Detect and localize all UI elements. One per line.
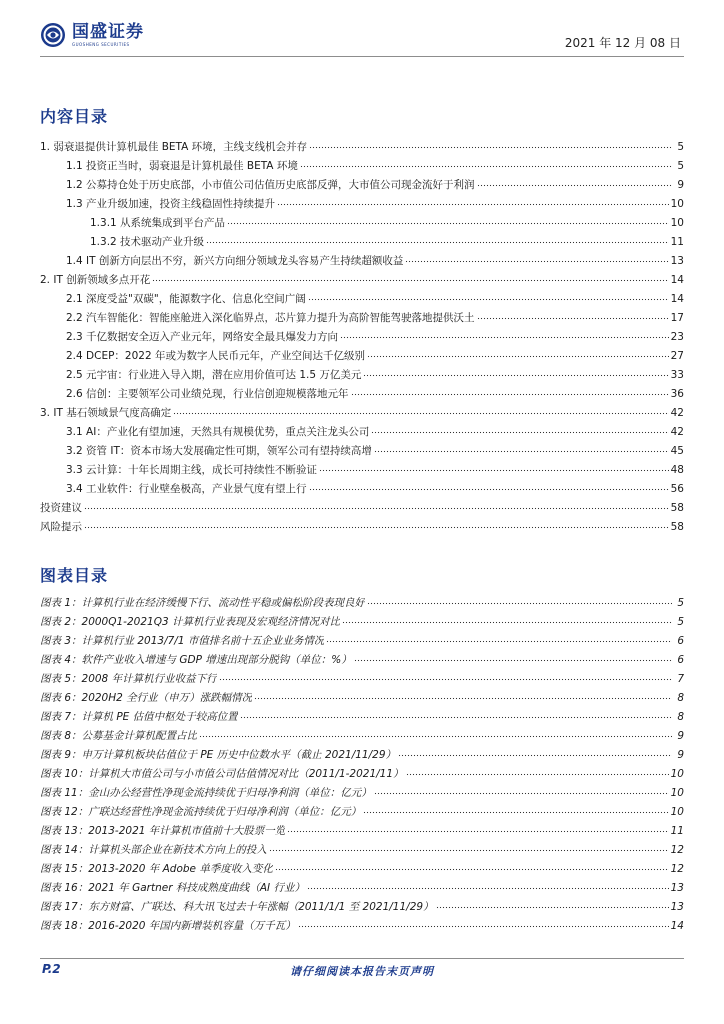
entry-label: 1. 弱衰退提供计算机最佳 BETA 环境，主线支线机会并存 (40, 141, 308, 153)
dot-leader (307, 885, 669, 891)
entry-label: 图表 8：公募基金计算机配置占比 (40, 730, 198, 742)
figure-entry[interactable] (40, 783, 684, 802)
dot-leader (308, 296, 669, 302)
figure-entry[interactable] (40, 916, 684, 935)
figures-list (40, 593, 684, 935)
toc-entry[interactable] (40, 194, 684, 213)
dot-leader (363, 372, 668, 378)
toc-entry[interactable] (40, 479, 684, 498)
entry-page-number: 7 (677, 672, 684, 685)
entry-label: 2.2 汽车智能化：智能座舱进入深化临界点，芯片算力提升为高阶智能驾驶落地提供沃土 (66, 312, 475, 324)
dot-leader (326, 638, 672, 644)
entry-label: 图表 1：计算机行业在经济缓慢下行、流动性平稳或偏松阶段表现良好 (40, 597, 366, 609)
entry-label: 图表 11：金山办公经营性净现金流持续优于归母净利润（单位：亿元） (40, 787, 372, 799)
figure-entry[interactable] (40, 745, 684, 764)
figure-entry[interactable] (40, 612, 684, 631)
entry-page-number: 10 (670, 805, 684, 818)
entry-page-number: 36 (670, 387, 684, 400)
dot-leader (269, 847, 669, 853)
dot-leader (309, 486, 669, 492)
entry-label: 图表 14：计算机头部企业在新技术方向上的投入 (40, 844, 267, 856)
figure-entry[interactable] (40, 897, 684, 916)
figure-entry[interactable] (40, 631, 684, 650)
dot-leader (374, 448, 669, 454)
dot-leader (227, 220, 669, 226)
logo-english-name: GUOSHENG SECURITIES (72, 41, 130, 47)
entry-page-number: 5 (677, 596, 684, 609)
figure-entry[interactable] (40, 802, 684, 821)
entry-label: 1.3 产业升级加速，投资主线稳固性持续提升 (66, 198, 276, 210)
entry-label: 1.3.1 从系统集成到平台产品 (90, 217, 226, 229)
entry-page-number: 45 (670, 444, 684, 457)
entry-page-number: 8 (677, 691, 684, 704)
dot-leader (477, 182, 672, 188)
entry-label: 图表 2：2000Q1-2021Q3 计算机行业表现及宏观经济情况对比 (40, 616, 340, 628)
entry-page-number: 12 (670, 843, 684, 856)
entry-page-number: 9 (677, 178, 684, 191)
figure-entry[interactable] (40, 821, 684, 840)
figure-entry[interactable] (40, 593, 684, 612)
entry-page-number: 58 (670, 520, 684, 533)
entry-label: 图表 16：2021 年 Gartner 科技成熟度曲线（AI 行业） (40, 882, 305, 894)
entry-page-number: 5 (677, 140, 684, 153)
entry-page-number: 11 (670, 824, 684, 837)
dot-leader (371, 429, 668, 435)
entry-page-number: 48 (670, 463, 684, 476)
entry-label: 2.6 信创：主要领军公司业绩兑现，行业信创迎规模落地元年 (66, 388, 349, 400)
entry-page-number: 9 (677, 729, 684, 742)
toc-entry[interactable] (40, 365, 684, 384)
entry-label: 2. IT 创新领域多点开花 (40, 274, 151, 286)
dot-leader (298, 923, 669, 929)
dot-leader (351, 391, 669, 397)
figure-entry[interactable] (40, 859, 684, 878)
dot-leader (354, 657, 672, 663)
toc-entry[interactable] (40, 251, 684, 270)
entry-page-number: 10 (670, 767, 684, 780)
dot-leader (342, 619, 672, 625)
figure-entry[interactable] (40, 840, 684, 859)
dot-leader (275, 866, 669, 872)
entry-label: 3.1 AI：产业化有望加速，天然具有规模优势，重点关注龙头公司 (66, 426, 370, 438)
entry-label: 投资建议 (40, 502, 82, 514)
entry-page-number: 8 (677, 710, 684, 723)
entry-label: 图表 10：计算机大市值公司与小市值公司估值情况对比（2011/1-2021/11） (40, 768, 404, 780)
toc-entry[interactable] (40, 232, 684, 251)
toc-entry[interactable] (40, 441, 684, 460)
dot-leader (219, 676, 672, 682)
entry-label: 1.2 公募持仓处于历史底部，小市值公司估值历史底部反弹，大市值公司现金流好于利润 (66, 179, 475, 191)
entry-page-number: 11 (670, 235, 684, 248)
dot-leader (254, 695, 672, 701)
entry-label: 3.3 云计算：十年长周期主线，成长可持续性不断验证 (66, 464, 318, 476)
dot-leader (477, 315, 669, 321)
dot-leader (309, 144, 672, 150)
entry-page-number: 42 (670, 425, 684, 438)
figure-entry[interactable] (40, 878, 684, 897)
entry-page-number: 13 (670, 881, 684, 894)
entry-page-number: 14 (670, 919, 684, 932)
entry-label: 图表 4：软件产业收入增速与 GDP 增速出现部分脱钩（单位：%） (40, 654, 352, 666)
entry-page-number: 33 (670, 368, 684, 381)
toc-entry[interactable] (40, 460, 684, 479)
figure-entry[interactable] (40, 669, 684, 688)
logo-chinese-name: 国盛证券 (72, 21, 144, 42)
entry-page-number: 58 (670, 501, 684, 514)
toc-entry[interactable] (40, 175, 684, 194)
entry-page-number: 17 (670, 311, 684, 324)
entry-page-number: 10 (670, 216, 684, 229)
toc-entry[interactable] (40, 289, 684, 308)
entry-label: 图表 7：计算机 PE 估值中枢处于较高位置 (40, 711, 238, 723)
dot-leader (277, 201, 669, 207)
toc-entry[interactable] (40, 327, 684, 346)
toc-entry[interactable] (40, 270, 684, 289)
entry-page-number: 9 (677, 748, 684, 761)
entry-label: 风险提示 (40, 521, 82, 533)
entry-label: 图表 13：2013-2021 年计算机市值前十大股票一览 (40, 825, 286, 837)
guosheng-logo-icon (40, 22, 66, 48)
contents-title: 内容目录 (40, 107, 109, 126)
toc-entry[interactable] (40, 346, 684, 365)
page-header (0, 0, 724, 60)
entry-label: 图表 5：2008 年计算机行业收益下行 (40, 673, 217, 685)
entry-page-number: 5 (677, 159, 684, 172)
dot-leader (84, 505, 669, 511)
dot-leader (300, 163, 672, 169)
entry-page-number: 23 (670, 330, 684, 343)
contents-list (40, 137, 684, 536)
dot-leader (84, 524, 669, 530)
dot-leader (152, 277, 668, 283)
entry-page-number: 14 (670, 292, 684, 305)
figure-entry[interactable] (40, 688, 684, 707)
entry-page-number: 10 (670, 197, 684, 210)
dot-leader (199, 733, 672, 739)
entry-page-number: 5 (677, 615, 684, 628)
toc-entry[interactable] (40, 498, 684, 517)
figure-entry[interactable] (40, 726, 684, 745)
page-number: P.2 (42, 962, 61, 976)
entry-label: 2.1 深度受益"双碳"，能源数字化、信息化空间广阔 (66, 293, 306, 305)
dot-leader (367, 353, 669, 359)
entry-label: 1.3.2 技术驱动产业升级 (90, 236, 205, 248)
entry-page-number: 13 (670, 900, 684, 913)
entry-label: 3. IT 基石领域景气度高确定 (40, 407, 172, 419)
entry-label: 图表 17：东方财富、广联达、科大讯飞过去十年涨幅（2011/1/1 至 2021/11/29） (40, 901, 434, 913)
dot-leader (340, 334, 669, 340)
toc-entry[interactable] (40, 403, 684, 422)
entry-label: 1.4 IT 创新方向层出不穷，新兴方向细分领域龙头容易产生持续超额收益 (66, 255, 404, 267)
company-logo (40, 22, 144, 48)
entry-page-number: 12 (670, 862, 684, 875)
entry-label: 3.2 资管 IT：资本市场大发展确定性可期，领军公司有望持续高增 (66, 445, 372, 457)
dot-leader (405, 258, 668, 264)
dot-leader (173, 410, 668, 416)
entry-page-number: 14 (670, 273, 684, 286)
dot-leader (206, 239, 669, 245)
entry-page-number: 56 (670, 482, 684, 495)
entry-page-number: 6 (677, 634, 684, 647)
figure-entry[interactable] (40, 764, 684, 783)
dot-leader (367, 600, 672, 606)
dot-leader (436, 904, 669, 910)
entry-label: 3.4 工业软件：行业壁垒极高，产业景气度有望上行 (66, 483, 307, 495)
entry-label: 图表 9：申万计算机板块估值位于 PE 历史中位数水平（截止 2021/11/29） (40, 749, 397, 761)
dot-leader (319, 467, 669, 473)
toc-entry[interactable] (40, 156, 684, 175)
report-date: 2021 年 12 月 08 日 (564, 36, 681, 50)
entry-page-number: 27 (670, 349, 684, 362)
entry-label: 2.5 元宇宙：行业进入导入期，潜在应用价值可达 1.5 万亿美元 (66, 369, 362, 381)
entry-label: 2.4 DCEP：2022 年或为数字人民币元年，产业空间达千亿级别 (66, 350, 365, 362)
entry-page-number: 42 (670, 406, 684, 419)
dot-leader (363, 809, 668, 815)
toc-entry[interactable] (40, 137, 684, 156)
toc-entry[interactable] (40, 308, 684, 327)
dot-leader (287, 828, 668, 834)
entry-label: 图表 12：广联达经营性净现金流持续优于归母净利润（单位：亿元） (40, 806, 362, 818)
entry-label: 1.1 投资正当时，弱衰退是计算机最佳 BETA 环境 (66, 160, 298, 172)
entry-label: 图表 18：2016-2020 年国内新增装机容量（万千瓦） (40, 920, 296, 932)
figure-entry[interactable] (40, 650, 684, 669)
figure-entry[interactable] (40, 707, 684, 726)
toc-entry[interactable] (40, 517, 684, 536)
dot-leader (240, 714, 672, 720)
toc-entry[interactable] (40, 422, 684, 441)
dot-leader (374, 790, 669, 796)
entry-label: 2.3 千亿数据安全迈入产业元年，网络安全最具爆发力方向 (66, 331, 339, 343)
dot-leader (406, 771, 669, 777)
entry-page-number: 6 (677, 653, 684, 666)
entry-label: 图表 15：2013-2020 年 Adobe 单季度收入变化 (40, 863, 273, 875)
entry-page-number: 10 (670, 786, 684, 799)
entry-page-number: 13 (670, 254, 684, 267)
footer-disclaimer: 请仔细阅读本报告末页声明 (290, 965, 434, 978)
footer-divider (40, 958, 684, 959)
entry-label: 图表 3：计算机行业 2013/7/1 市值排名前十五企业业务情况 (40, 635, 325, 647)
entry-label: 图表 6：2020H2 全行业（申万）涨跌幅情况 (40, 692, 253, 704)
toc-entry[interactable] (40, 213, 684, 232)
toc-entry[interactable] (40, 384, 684, 403)
figures-title: 图表目录 (40, 566, 109, 585)
header-divider (40, 56, 684, 57)
dot-leader (398, 752, 672, 758)
